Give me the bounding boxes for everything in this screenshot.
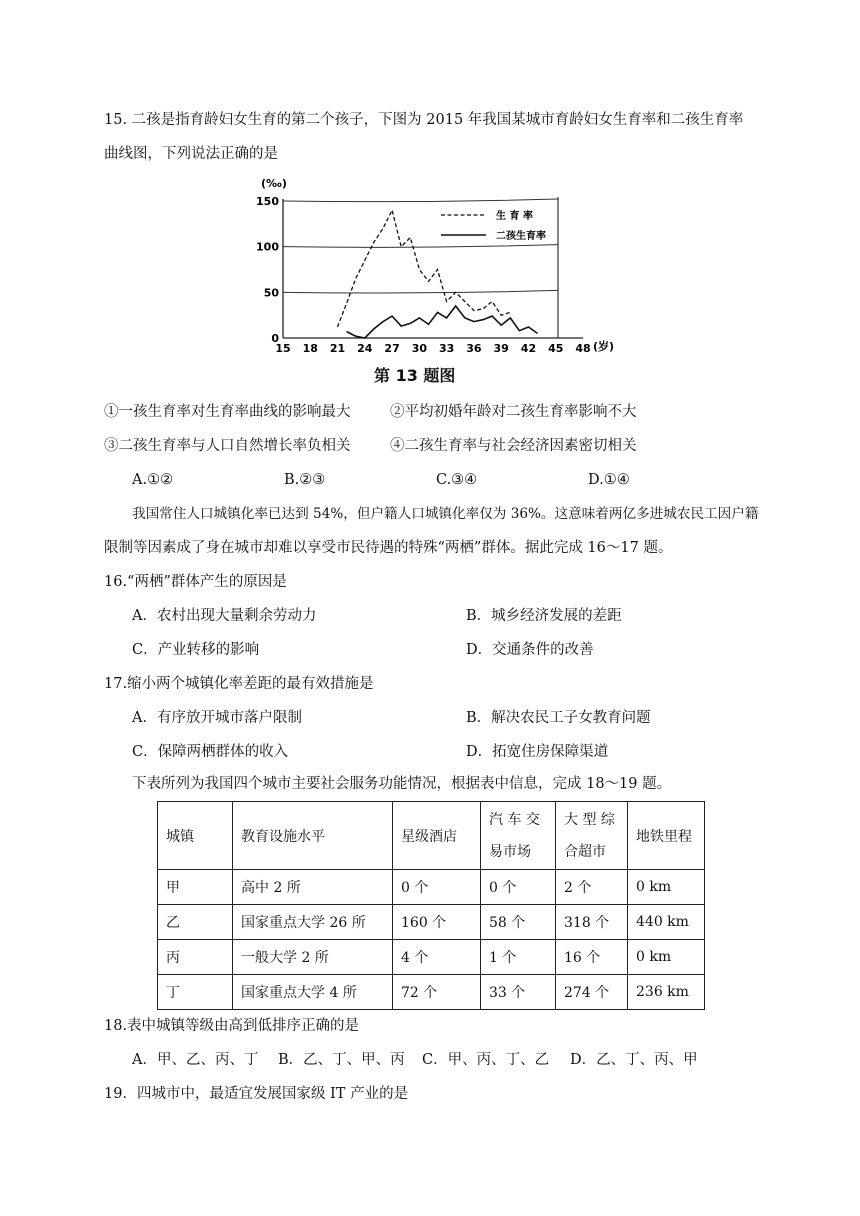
- header-metro: 地铁里程: [628, 802, 705, 870]
- gridline: [283, 290, 558, 293]
- y-tick-label: 50: [263, 286, 279, 300]
- x-tick-label: 36: [466, 342, 482, 355]
- cell-hotel: 4 个: [393, 940, 481, 975]
- y-tick-label: 0: [271, 332, 279, 345]
- cell-education: 国家重点大学 4 所: [233, 975, 393, 1010]
- header-car-line2: 易市场: [489, 843, 531, 860]
- x-tick-label: 24: [357, 342, 373, 355]
- x-tick-label: 42: [520, 342, 537, 355]
- q15-statement-4: ④二孩生育率与社会经济因素密切相关: [390, 438, 637, 454]
- q16-option-c[interactable]: C．产业转移的影响: [132, 642, 260, 658]
- q18-option-c[interactable]: C．甲、丙、丁、乙: [422, 1052, 550, 1068]
- x-tick-label: 48: [575, 342, 591, 355]
- cell-car-market: 1 个: [481, 940, 556, 975]
- cell-metro: 0 km: [628, 940, 705, 975]
- header-car-market: [481, 802, 556, 870]
- legend-label: 二孩生育率: [496, 231, 546, 242]
- header-car-line1: 汽 车 交: [489, 811, 540, 828]
- cell-town: 丙: [158, 940, 233, 975]
- cell-supermarket: 274 个: [556, 975, 628, 1010]
- cell-town: 甲: [158, 870, 233, 905]
- q18-option-b[interactable]: B．乙、丁、甲、丙: [278, 1052, 405, 1068]
- q15-option-b[interactable]: B.②③: [284, 472, 326, 488]
- x-tick-label: 18: [302, 342, 318, 355]
- x-tick-label: 30: [411, 342, 428, 355]
- q19-stem: 19．四城市中，最适宜发展国家级 IT 产业的是: [104, 1086, 409, 1102]
- q17-option-d[interactable]: D．拓宽住房保障渠道: [466, 744, 609, 760]
- y-tick-label: 100: [256, 240, 279, 254]
- cell-supermarket: 318 个: [556, 905, 628, 940]
- table-row: [158, 905, 705, 940]
- x-tick-label: 33: [438, 342, 455, 355]
- cell-town: 丁: [158, 975, 233, 1010]
- q15-stem-line2: 曲线图，下列说法正确的是: [104, 146, 278, 162]
- table-row: [158, 975, 705, 1010]
- gridline: [283, 199, 558, 202]
- birth-rate-chart: [256, 175, 615, 390]
- passage-18-19: 下表所列为我国四个城市主要社会服务功能情况，根据表中信息，完成 18～19 题。: [132, 776, 672, 792]
- header-town: 城镇: [158, 802, 233, 870]
- x-tick-label: 15: [275, 342, 291, 355]
- table-row: [158, 940, 705, 975]
- cell-supermarket: 2 个: [556, 870, 628, 905]
- q17-stem: 17.缩小两个城镇化率差距的最有效措施是: [104, 676, 374, 692]
- q15-statement-2: ②平均初婚年龄对二孩生育率影响不大: [390, 404, 637, 420]
- header-mall-line2: 合超市: [564, 843, 606, 860]
- x-axis-label: (岁): [593, 340, 615, 353]
- cell-education: 高中 2 所: [233, 870, 393, 905]
- table-row: [158, 870, 705, 905]
- chart-axes: [256, 177, 614, 355]
- q18-option-a[interactable]: A．甲、乙、丙、丁: [132, 1052, 259, 1068]
- q16-option-b[interactable]: B．城乡经济发展的差距: [466, 608, 622, 624]
- cell-metro: 0 km: [628, 870, 705, 905]
- cell-education: 国家重点大学 26 所: [233, 905, 393, 940]
- cell-metro: 236 km: [628, 975, 705, 1010]
- q18-stem: 18.表中城镇等级由高到低排序正确的是: [104, 1018, 360, 1034]
- chart-series: [338, 210, 538, 338]
- q18-option-d[interactable]: D．乙、丁、丙、甲: [570, 1052, 698, 1068]
- city-services-table: [157, 801, 705, 1010]
- cell-car-market: 0 个: [481, 870, 556, 905]
- table-header-row: [158, 802, 705, 870]
- cell-supermarket: 16 个: [556, 940, 628, 975]
- x-tick-label: 27: [384, 342, 400, 355]
- cell-hotel: 72 个: [393, 975, 481, 1010]
- q16-option-d[interactable]: D．交通条件的改善: [466, 642, 594, 658]
- cell-town: 乙: [158, 905, 233, 940]
- legend-label: 生 育 率: [496, 211, 533, 222]
- y-axis-label: (‰): [261, 177, 287, 190]
- q17-option-c[interactable]: C．保障两栖群体的收入: [132, 744, 289, 760]
- cell-car-market: 58 个: [481, 905, 556, 940]
- q15-statement-1: ①一孩生育率对生育率曲线的影响最大: [104, 404, 351, 420]
- header-mall-line1: 大 型 综: [564, 811, 615, 828]
- q15-statement-3: ③二孩生育率与人口自然增长率负相关: [104, 438, 351, 454]
- series-birth-rate-line: [338, 210, 511, 327]
- header-supermarket: [556, 802, 628, 870]
- cell-hotel: 0 个: [393, 870, 481, 905]
- cell-car-market: 33 个: [481, 975, 556, 1010]
- header-education: 教育设施水平: [233, 802, 393, 870]
- x-tick-label: 21: [329, 342, 346, 355]
- cell-education: 一般大学 2 所: [233, 940, 393, 975]
- chart-legend: [441, 209, 546, 242]
- q15-option-d[interactable]: D.①④: [588, 472, 630, 488]
- x-tick-label: 45: [548, 342, 564, 355]
- cell-metro: 440 km: [628, 905, 705, 940]
- gridline: [283, 245, 558, 248]
- q16-option-a[interactable]: A．农村出现大量剩余劳动力: [132, 608, 317, 624]
- y-tick-label: 150: [256, 195, 279, 208]
- q15-option-a[interactable]: A.①②: [132, 472, 174, 488]
- cell-hotel: 160 个: [393, 905, 481, 940]
- q17-option-b[interactable]: B．解决农民工子女教育问题: [466, 710, 651, 726]
- x-tick-label: 39: [493, 342, 509, 355]
- header-hotel: 星级酒店: [393, 802, 481, 870]
- q17-option-a[interactable]: A．有序放开城市落户限制: [132, 710, 302, 726]
- series-second-child-line: [347, 306, 538, 338]
- figure-caption: 第 13 题图: [374, 366, 456, 385]
- q16-stem: 16.“两栖”群体产生的原因是: [104, 574, 287, 590]
- q15-stem-line1: 15. 二孩是指育龄妇女生育的第二个孩子，下图为 2015 年我国某城市育龄妇女生育率和二孩生育率: [104, 112, 744, 128]
- q15-option-c[interactable]: C.③④: [436, 472, 478, 488]
- passage-16-17-line2: 限制等因素成了身在城市却难以享受市民待遇的特殊“两栖”群体。据此完成 16～17 题。: [104, 540, 673, 556]
- passage-16-17-line1: 我国常住人口城镇化率已达到 54%，但户籍人口城镇化率仅为 36%。这意味着两亿多进城农民工因户籍: [132, 506, 759, 522]
